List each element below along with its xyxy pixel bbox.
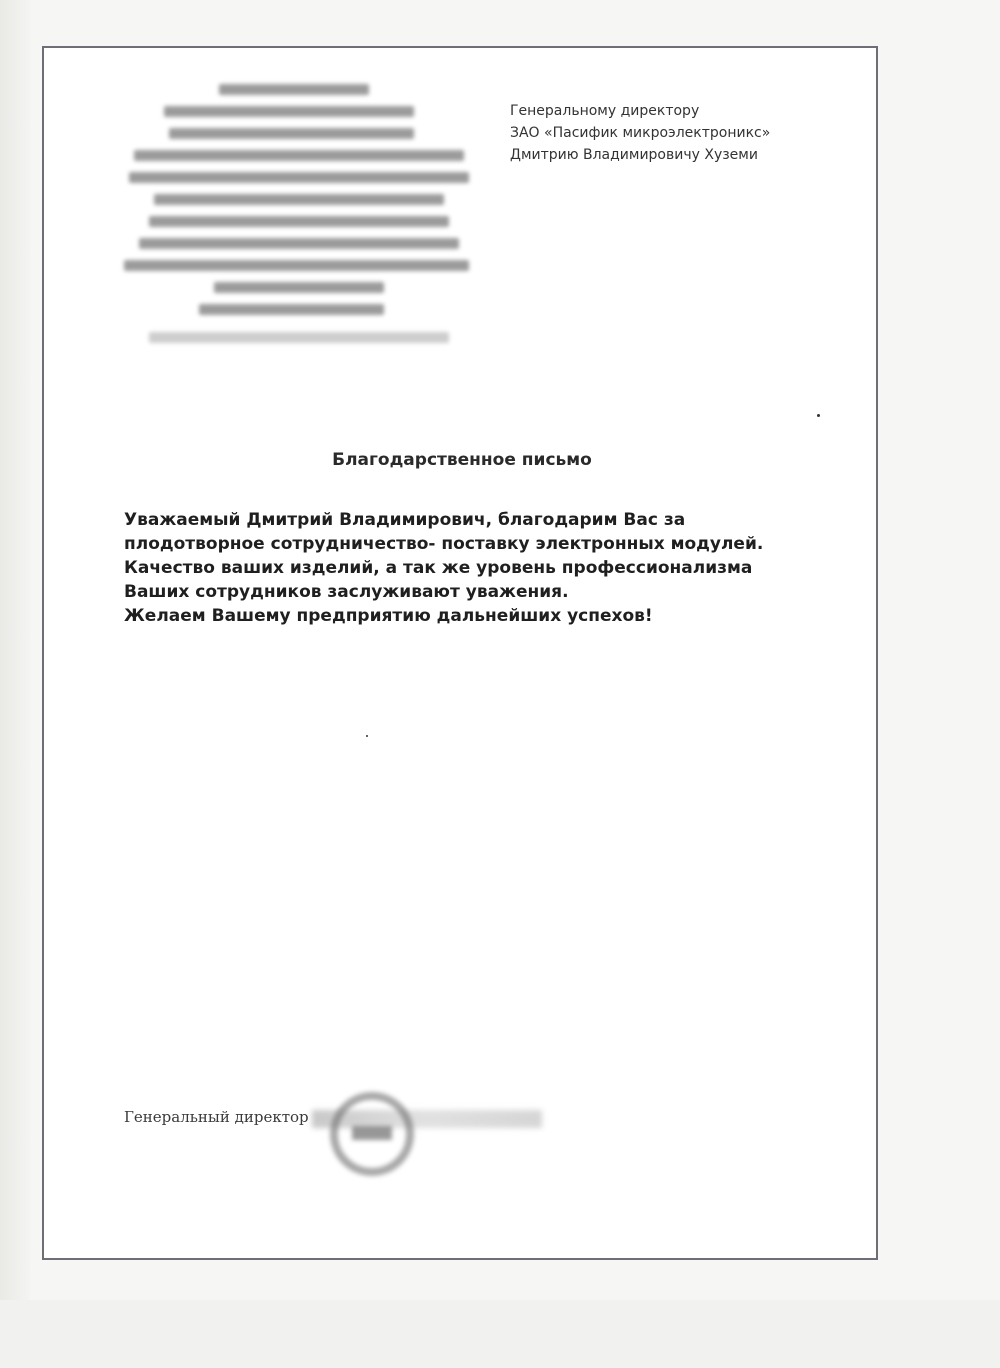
body-line-4: Ваших сотрудников заслуживают уважения. bbox=[124, 582, 569, 602]
scan-speck bbox=[817, 414, 820, 417]
letter-title: Благодарственное письмо bbox=[332, 450, 592, 470]
body-line-3: Качество ваших изделий, а так же уровень профессионализма bbox=[124, 558, 753, 578]
body-line-2: плодотворное сотрудничество- поставку электронных модулей. bbox=[124, 534, 764, 554]
body-line-5: Желаем Вашему предприятию дальнейших успехов! bbox=[124, 606, 653, 626]
addressee-block bbox=[510, 100, 770, 166]
addressee-line-3: Дмитрию Владимировичу Хуземи bbox=[510, 147, 758, 163]
letter-page bbox=[42, 46, 878, 1260]
scan-speck bbox=[366, 735, 368, 737]
addressee-line-1: Генеральному директору bbox=[510, 103, 700, 119]
stamp-seal-blurred bbox=[330, 1092, 414, 1176]
letter-body bbox=[124, 508, 844, 628]
addressee-line-2: ЗАО «Пасифик микроэлектроникс» bbox=[510, 125, 771, 141]
scan-edge bbox=[0, 0, 30, 1368]
body-line-1: Уважаемый Дмитрий Владимирович, благодарим Вас за bbox=[124, 510, 686, 530]
scan-bottom bbox=[0, 1300, 1000, 1368]
signature-label: Генеральный директор bbox=[124, 1108, 309, 1126]
sender-details-blurred bbox=[124, 84, 484, 334]
